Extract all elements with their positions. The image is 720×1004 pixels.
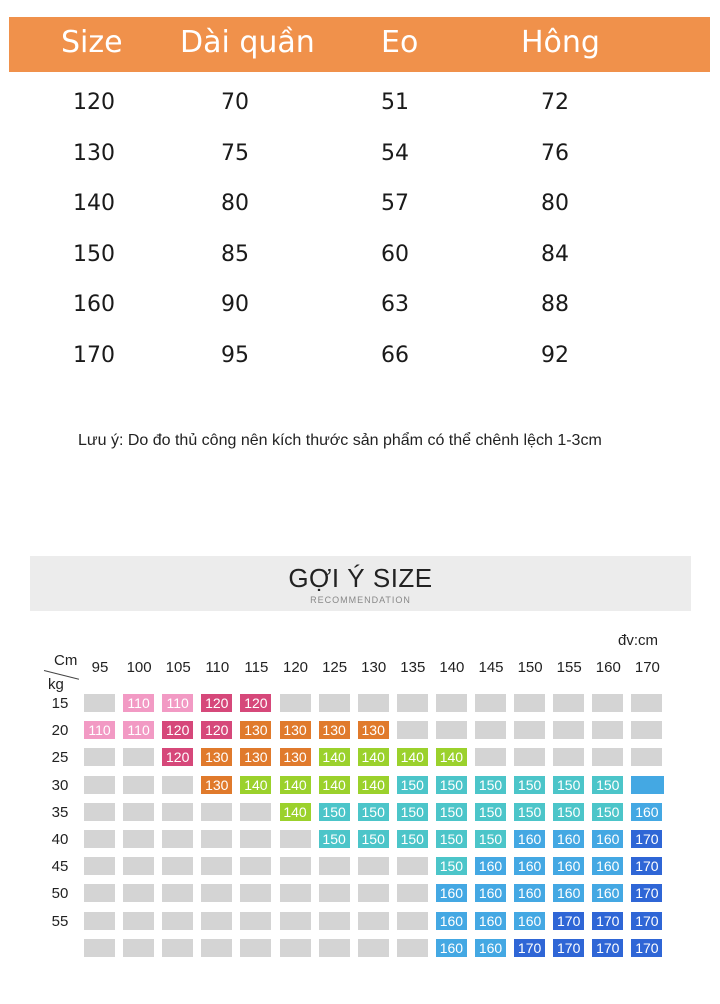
height-column-label: 95 xyxy=(91,659,109,676)
grid-cell-empty xyxy=(514,748,545,766)
weight-row-label: 25 xyxy=(51,749,69,767)
grid-cell-empty xyxy=(280,939,311,957)
height-column-label: 145 xyxy=(478,659,504,676)
grid-cell-size: 160 xyxy=(436,912,467,930)
grid-cell-empty xyxy=(123,748,154,766)
grid-cell-size: 140 xyxy=(280,776,311,794)
cell-hip: 88 xyxy=(541,292,569,317)
grid-cell-size: 150 xyxy=(358,830,389,848)
cell-hip: 80 xyxy=(541,191,569,216)
grid-cell-empty xyxy=(162,857,193,875)
grid-cell-empty xyxy=(475,721,506,739)
grid-cell-size: 140 xyxy=(358,776,389,794)
grid-cell-empty xyxy=(358,857,389,875)
cell-waist: 63 xyxy=(381,292,409,317)
grid-cell-size: 140 xyxy=(436,748,467,766)
grid-cell-size: 150 xyxy=(592,776,623,794)
grid-cell-size: 160 xyxy=(514,884,545,902)
grid-cell-size: 160 xyxy=(592,884,623,902)
grid-cell-empty xyxy=(162,884,193,902)
grid-cell-size: 170 xyxy=(592,939,623,957)
height-column-label: 130 xyxy=(361,659,387,676)
grid-cell-empty xyxy=(84,830,115,848)
grid-cell-empty xyxy=(280,857,311,875)
grid-cell-empty xyxy=(201,912,232,930)
grid-cell-size: 170 xyxy=(631,912,662,930)
grid-cell-size: 110 xyxy=(123,721,154,739)
height-axis-label: Cm xyxy=(54,652,78,669)
grid-cell-empty xyxy=(84,748,115,766)
grid-cell-size: 160 xyxy=(553,830,584,848)
grid-cell-size: 120 xyxy=(240,694,271,712)
recommendation-banner xyxy=(30,556,691,611)
grid-cell-size: 170 xyxy=(514,939,545,957)
grid-cell-empty xyxy=(397,694,428,712)
grid-cell-size: 140 xyxy=(358,748,389,766)
grid-cell-empty xyxy=(162,803,193,821)
grid-cell-empty xyxy=(319,939,350,957)
grid-cell-size xyxy=(631,776,664,794)
cell-length: 75 xyxy=(221,140,249,166)
grid-cell-empty xyxy=(84,776,115,794)
cell-length: 95 xyxy=(221,342,249,368)
cell-hip: 72 xyxy=(541,90,569,115)
grid-cell-size: 150 xyxy=(358,803,389,821)
grid-cell-empty xyxy=(162,830,193,848)
grid-cell-empty xyxy=(123,912,154,930)
weight-row-label: 45 xyxy=(51,858,69,876)
grid-cell-empty xyxy=(358,694,389,712)
height-column-label: 160 xyxy=(595,659,621,676)
grid-cell-size: 150 xyxy=(319,803,350,821)
grid-cell-size: 170 xyxy=(631,939,662,957)
grid-cell-empty xyxy=(319,857,350,875)
grid-cell-size: 150 xyxy=(436,857,467,875)
grid-cell-empty xyxy=(240,884,271,902)
weight-row-label: 55 xyxy=(51,912,69,930)
weight-row-label: 50 xyxy=(51,885,69,903)
height-column-label: 135 xyxy=(400,659,426,676)
grid-cell-size: 140 xyxy=(240,776,271,794)
recommendation-subtitle: RECOMMENDATION xyxy=(310,595,411,605)
grid-cell-size: 150 xyxy=(592,803,623,821)
grid-cell-empty xyxy=(280,912,311,930)
grid-cell-empty xyxy=(397,912,428,930)
grid-cell-empty xyxy=(84,939,115,957)
grid-cell-empty xyxy=(319,694,350,712)
grid-cell-empty xyxy=(201,939,232,957)
grid-cell-empty xyxy=(280,694,311,712)
grid-cell-size: 170 xyxy=(553,939,584,957)
grid-cell-size: 150 xyxy=(475,776,506,794)
grid-cell-empty xyxy=(514,721,545,739)
cell-hip: 92 xyxy=(541,342,569,368)
grid-cell-size: 150 xyxy=(475,803,506,821)
cell-waist: 60 xyxy=(381,241,409,267)
grid-cell-size: 150 xyxy=(514,776,545,794)
cell-waist: 66 xyxy=(381,342,409,368)
height-column-label: 120 xyxy=(282,659,309,676)
grid-cell-size: 120 xyxy=(162,748,193,766)
grid-cell-empty xyxy=(84,912,115,930)
grid-cell-empty xyxy=(201,803,232,821)
grid-cell-empty xyxy=(592,748,623,766)
grid-cell-size: 130 xyxy=(280,721,311,739)
cell-length: 80 xyxy=(221,191,249,216)
grid-cell-empty xyxy=(84,803,115,821)
grid-cell-empty xyxy=(201,830,232,848)
grid-cell-empty xyxy=(592,721,623,739)
grid-cell-size: 150 xyxy=(475,830,506,848)
grid-cell-size: 160 xyxy=(631,803,662,821)
grid-cell-empty xyxy=(162,939,193,957)
grid-cell-size: 170 xyxy=(592,912,623,930)
grid-cell-empty xyxy=(319,884,350,902)
grid-cell-size: 130 xyxy=(319,721,350,739)
grid-cell-empty xyxy=(240,939,271,957)
cell-length: 90 xyxy=(221,292,249,317)
grid-cell-empty xyxy=(162,776,193,794)
grid-cell-size: 160 xyxy=(475,912,506,930)
grid-cell-size: 130 xyxy=(240,721,271,739)
grid-cell-empty xyxy=(240,912,271,930)
unit-label: đv:cm xyxy=(618,632,659,649)
grid-cell-empty xyxy=(319,912,350,930)
grid-cell-empty xyxy=(162,912,193,930)
grid-cell-empty xyxy=(84,857,115,875)
grid-cell-size: 160 xyxy=(436,884,467,902)
grid-cell-empty xyxy=(280,884,311,902)
grid-cell-size: 130 xyxy=(201,776,232,794)
grid-cell-empty xyxy=(358,939,389,957)
grid-cell-empty xyxy=(123,884,154,902)
cell-length: 85 xyxy=(221,241,249,267)
header-hip: Hông xyxy=(521,25,600,60)
grid-cell-empty xyxy=(358,912,389,930)
grid-cell-size: 150 xyxy=(436,776,467,794)
height-column-label: 100 xyxy=(126,659,152,676)
grid-cell-size: 170 xyxy=(631,884,662,902)
height-column-label: 125 xyxy=(322,659,348,676)
grid-cell-size: 140 xyxy=(280,803,311,821)
grid-cell-empty xyxy=(240,857,271,875)
cell-size: 160 xyxy=(73,292,115,317)
grid-cell-size: 110 xyxy=(123,694,154,712)
cell-size: 140 xyxy=(73,191,115,216)
grid-cell-size: 110 xyxy=(162,694,193,712)
height-column-label: 105 xyxy=(165,659,191,676)
grid-cell-size: 160 xyxy=(553,857,584,875)
grid-cell-size: 120 xyxy=(201,694,232,712)
cell-hip: 76 xyxy=(541,140,569,166)
grid-cell-empty xyxy=(123,857,154,875)
grid-cell-empty xyxy=(123,939,154,957)
weight-row-label: 15 xyxy=(51,695,69,712)
grid-cell-empty xyxy=(553,694,584,712)
grid-cell-size: 150 xyxy=(397,830,428,848)
grid-cell-empty xyxy=(240,830,271,848)
grid-cell-empty xyxy=(240,803,271,821)
cell-hip: 84 xyxy=(541,241,569,267)
grid-cell-size: 150 xyxy=(397,776,428,794)
grid-cell-empty xyxy=(397,884,428,902)
grid-cell-empty xyxy=(631,694,662,712)
cell-size: 150 xyxy=(73,241,115,267)
grid-cell-size: 160 xyxy=(436,939,467,957)
weight-row-label: 40 xyxy=(51,831,69,848)
grid-cell-size: 130 xyxy=(201,748,232,766)
grid-cell-size: 160 xyxy=(475,857,506,875)
recommendation-title: GỢI Ý SIZE xyxy=(288,563,433,593)
grid-cell-empty xyxy=(201,857,232,875)
grid-cell-empty xyxy=(358,884,389,902)
weight-row-label: 35 xyxy=(51,803,69,821)
grid-cell-size: 160 xyxy=(592,857,623,875)
weight-axis-label: kg xyxy=(48,676,64,693)
grid-cell-empty xyxy=(397,721,428,739)
grid-cell-size: 150 xyxy=(553,803,584,821)
grid-cell-empty xyxy=(123,803,154,821)
grid-cell-size: 130 xyxy=(358,721,389,739)
grid-cell-empty xyxy=(84,884,115,902)
grid-cell-size: 150 xyxy=(553,776,584,794)
grid-cell-empty xyxy=(397,939,428,957)
grid-cell-size: 130 xyxy=(280,748,311,766)
grid-cell-size: 140 xyxy=(319,776,350,794)
grid-cell-size: 170 xyxy=(631,830,662,848)
grid-cell-size: 160 xyxy=(514,912,545,930)
grid-cell-empty xyxy=(553,721,584,739)
grid-cell-empty xyxy=(592,694,623,712)
weight-row-label: 20 xyxy=(51,722,69,740)
grid-cell-size: 160 xyxy=(514,830,545,848)
cell-size: 170 xyxy=(73,342,115,368)
height-column-label: 115 xyxy=(244,659,269,676)
grid-cell-empty xyxy=(436,694,467,712)
cell-waist: 57 xyxy=(381,191,409,216)
height-column-label: 140 xyxy=(439,659,465,676)
grid-cell-size: 150 xyxy=(397,803,428,821)
grid-cell-size: 140 xyxy=(319,748,350,766)
height-column-label: 110 xyxy=(205,659,230,676)
grid-cell-size: 170 xyxy=(553,912,584,930)
grid-cell-size: 160 xyxy=(475,939,506,957)
header-size: Size xyxy=(61,25,123,60)
grid-cell-empty xyxy=(123,830,154,848)
grid-cell-size: 120 xyxy=(162,721,193,739)
measurement-note: Lưu ý: Do đo thủ công nên kích thước sản phẩm có thể chênh lệch 1-3cm xyxy=(78,432,602,449)
grid-cell-size: 160 xyxy=(553,884,584,902)
grid-cell-empty xyxy=(397,857,428,875)
header-waist: Eo xyxy=(381,25,419,60)
grid-cell-size: 170 xyxy=(631,857,662,875)
grid-cell-empty xyxy=(475,748,506,766)
grid-cell-empty xyxy=(123,776,154,794)
height-column-label: 155 xyxy=(556,659,582,676)
grid-cell-empty xyxy=(514,694,545,712)
cell-waist: 54 xyxy=(381,140,409,166)
cell-size: 130 xyxy=(73,140,115,166)
grid-cell-size: 160 xyxy=(592,830,623,848)
cell-size: 120 xyxy=(73,90,115,115)
grid-cell-size: 160 xyxy=(475,884,506,902)
cell-length: 70 xyxy=(221,90,249,115)
grid-cell-size: 110 xyxy=(84,721,115,739)
grid-cell-size: 120 xyxy=(201,721,232,739)
grid-cell-empty xyxy=(84,694,115,712)
height-column-label: 150 xyxy=(517,659,543,676)
grid-cell-empty xyxy=(553,748,584,766)
size-table-header xyxy=(9,17,710,72)
grid-cell-empty xyxy=(280,830,311,848)
grid-cell-size: 150 xyxy=(319,830,350,848)
grid-cell-size: 140 xyxy=(397,748,428,766)
grid-cell-empty xyxy=(201,884,232,902)
grid-cell-size: 130 xyxy=(240,748,271,766)
height-column-label: 170 xyxy=(634,659,660,676)
weight-row-label: 30 xyxy=(51,776,69,794)
grid-cell-empty xyxy=(631,748,662,766)
grid-cell-size: 150 xyxy=(436,830,467,848)
grid-cell-empty xyxy=(631,721,662,739)
grid-cell-size: 150 xyxy=(436,803,467,821)
grid-cell-size: 160 xyxy=(514,857,545,875)
header-length: Dài quần xyxy=(180,25,315,60)
grid-cell-empty xyxy=(475,694,506,712)
grid-cell-size: 150 xyxy=(514,803,545,821)
grid-cell-empty xyxy=(436,721,467,739)
cell-waist: 51 xyxy=(381,90,409,115)
